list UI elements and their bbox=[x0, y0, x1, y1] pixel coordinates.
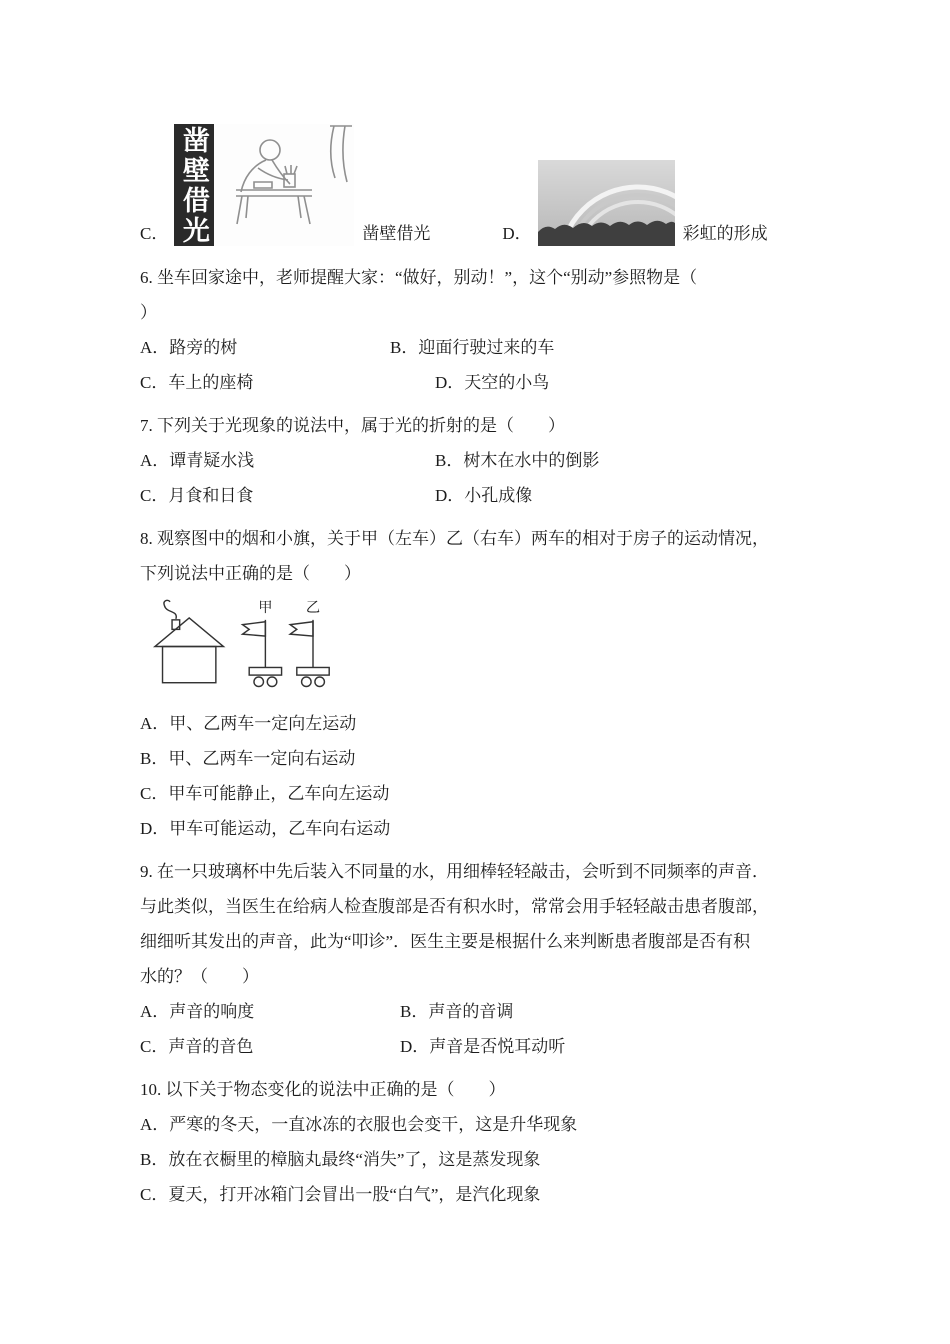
question-6-options-cd bbox=[140, 365, 820, 400]
question-6-option-c: C．车上的座椅 bbox=[140, 373, 254, 392]
question-9-options-ab bbox=[140, 994, 820, 1029]
question-6-option-d: D．天空的小鸟 bbox=[435, 373, 550, 392]
question-9-line-4: 水的？（ ） bbox=[140, 967, 259, 986]
option-d-label: D． bbox=[502, 224, 532, 243]
question-9-options-cd bbox=[140, 1029, 820, 1064]
question-7 bbox=[140, 408, 820, 513]
illustration-vertical-title: 凿壁借光 bbox=[174, 124, 214, 246]
question-6 bbox=[140, 260, 820, 400]
question-9-line-2: 与此类似，当医生在给病人检查腹部是否有积水时，常常会用手轻轻敲击患者腹部， bbox=[140, 897, 769, 916]
cart-yi-label: 乙 bbox=[305, 600, 321, 617]
zaobi-jieguang-illustration bbox=[174, 124, 354, 246]
question-7-option-b: B．树木在水中的倒影 bbox=[435, 451, 600, 470]
question-7-options-cd bbox=[140, 478, 820, 513]
house-and-carts-figure bbox=[148, 597, 358, 697]
question-9 bbox=[140, 854, 820, 1064]
rainbow-photo-svg bbox=[538, 160, 675, 246]
cart-jia-label: 甲 bbox=[258, 600, 273, 617]
question-8-line-2: 下列说法中正确的是（ ） bbox=[140, 564, 361, 583]
option-c-caption: 凿壁借光 bbox=[362, 224, 431, 243]
question-6-line-1: 6. 坐车回家途中，老师提醒大家：“做好，别动！”，这个“别动”参照物是（ bbox=[140, 268, 698, 287]
question-7-option-a: A．谭青疑水浅 bbox=[140, 451, 255, 470]
question-7-option-d: D．小孔成像 bbox=[435, 486, 533, 505]
question-7-options-ab bbox=[140, 443, 820, 478]
question-6-options-ab bbox=[140, 330, 820, 365]
question-8-option-a: A．甲、乙两车一定向左运动 bbox=[140, 714, 357, 733]
question-10-option-b: B．放在衣橱里的樟脑丸最终“消失”了，这是蒸发现象 bbox=[140, 1150, 541, 1169]
question-8-option-d: D．甲车可能运动，乙车向右运动 bbox=[140, 819, 391, 838]
question-6-line-2: ） bbox=[140, 303, 157, 322]
option-d-caption: 彩虹的形成 bbox=[682, 224, 768, 243]
question-9-line-3: 细细听其发出的声音，此为“叩诊”．医生主要是根据什么来判断患者腹部是否有积 bbox=[140, 932, 751, 951]
smoke bbox=[164, 600, 176, 618]
cart-jia bbox=[243, 620, 282, 687]
question-9-line-1: 9. 在一只玻璃杯中先后装入不同量的水，用细棒轻轻敲击，会听到不同频率的声音． bbox=[140, 862, 769, 881]
person-at-desk-sketch bbox=[214, 124, 354, 246]
question-10-option-c: C．夏天，打开冰箱门会冒出一股“白气”，是汽化现象 bbox=[140, 1185, 541, 1204]
option-c-label: C． bbox=[140, 224, 169, 243]
question-10-option-a: A．严寒的冬天，一直冰冻的衣服也会变干，这是升华现象 bbox=[140, 1115, 578, 1134]
question-10-line-1: 10. 以下关于物态变化的说法中正确的是（ ） bbox=[140, 1080, 506, 1099]
question-7-option-c: C．月食和日食 bbox=[140, 486, 254, 505]
question-9-option-b: B．声音的音调 bbox=[400, 1002, 514, 1021]
question-9-option-d: D．声音是否悦耳动听 bbox=[400, 1037, 566, 1056]
cart-yi bbox=[290, 620, 329, 687]
rainbow-photo bbox=[538, 160, 675, 246]
question-8-option-b: B．甲、乙两车一定向右运动 bbox=[140, 749, 356, 768]
question-7-line-1: 7. 下列关于光现象的说法中，属于光的折射的是（ ） bbox=[140, 416, 565, 435]
figure-row bbox=[140, 112, 820, 246]
question-8-option-c: C．甲车可能静止，乙车向左运动 bbox=[140, 784, 390, 803]
question-6-option-b: B．迎面行驶过来的车 bbox=[390, 338, 555, 357]
question-10 bbox=[140, 1072, 820, 1212]
question-6-option-a: A．路旁的树 bbox=[140, 338, 238, 357]
question-8 bbox=[140, 521, 820, 846]
house bbox=[155, 600, 224, 682]
question-8-line-1: 8. 观察图中的烟和小旗，关于甲（左车）乙（右车）两车的相对于房子的运动情况， bbox=[140, 529, 769, 548]
question-9-option-a: A．声音的响度 bbox=[140, 1002, 255, 1021]
question-9-option-c: C．声音的音色 bbox=[140, 1037, 254, 1056]
